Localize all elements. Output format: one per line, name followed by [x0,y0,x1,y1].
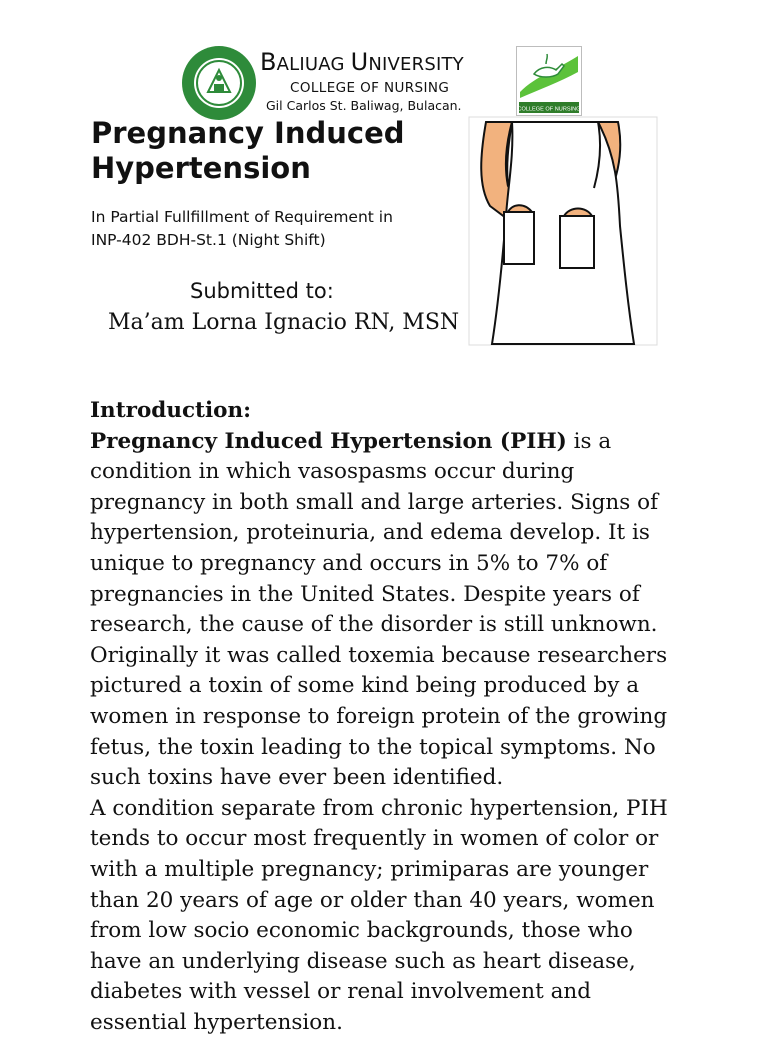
college-name: COLLEGE OF NURSING [290,80,450,96]
nursing-logo-text: COLLEGE OF NURSING [517,106,581,113]
nursing-lamp-logo-icon [516,46,582,116]
document-title: Pregnancy Induced Hypertension [91,116,405,185]
university-seal-icon [178,44,260,122]
nurse-uniform-illustration-icon [468,116,658,346]
submitted-to-label: Submitted to: [190,279,334,303]
requirement-subtitle: In Partial Fullfillment of Requirement in INP-402 BDH-St.1 (Night Shift) [91,208,393,249]
intro-paragraph-2: A condition separate from chronic hypertension, PIH tends to occur most frequently in women of color or with a multiple pregnancy; primiparas are younger than 20 years of age or older than 40 years, women from low socio economic backgrounds, those who have an underlying disease such as heart disease, diabetes with vessel or renal involvement and essential hypertension. [90,795,668,1035]
instructor-name: Ma’am Lorna Ignacio RN, MSN [108,310,460,335]
intro-paragraph-1-text: is a condition in which vasospasms occur during pregnancy in both small and large arteries. Signs of hypertension, proteinuria, and edema develop. It is unique to pregnancy and occurs in 5% to 7% of pregnancies in the United States. Despite years of research, the cause of the disorder is still unknown. Originally it was called toxemia because researchers pictured a toxin of some kind being produced by a women in response to foreign protein of the growing fetus, the toxin leading to the topical symptoms. No such toxins have ever been identified. [90,428,668,791]
intro-paragraph-1 [90,427,690,794]
introduction-heading: Introduction: [90,398,252,423]
pih-term: Pregnancy Induced Hypertension (PIH) [90,428,567,454]
university-address: Gil Carlos St. Baliwag, Bulacan. [266,98,462,113]
introduction-section [90,396,690,1038]
university-name: BALIUAG UNIVERSITY [260,48,464,76]
